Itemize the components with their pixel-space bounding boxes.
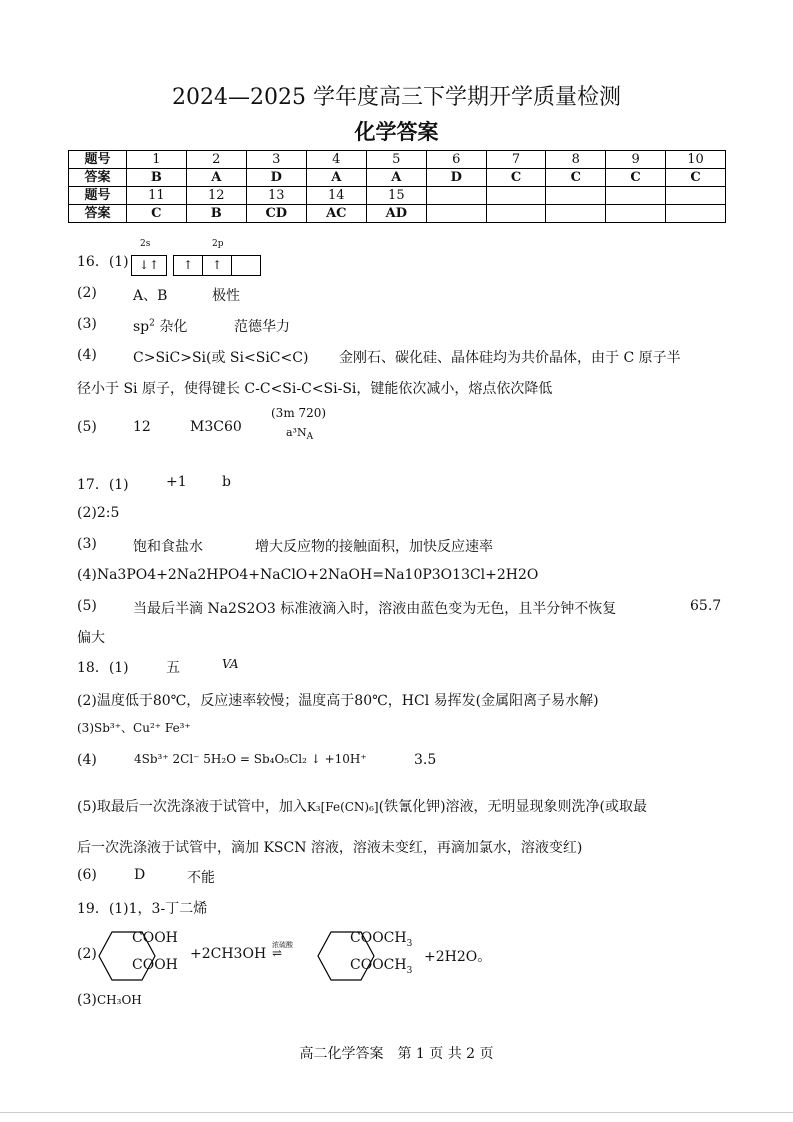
question-number: 3 bbox=[246, 151, 306, 169]
answer-cell: C bbox=[665, 169, 725, 187]
q16-p4-answer: C>SiC>Si(或 Si<SiC<C) bbox=[133, 350, 309, 366]
question-number bbox=[665, 187, 725, 205]
question-number: 7 bbox=[486, 151, 546, 169]
q18-p2: (2)温度低于80℃，反应速率较慢；温度高于80℃，HCl 易挥发(金属阳离子易水解) bbox=[77, 693, 599, 709]
table-row bbox=[69, 169, 726, 187]
answer-cell: B bbox=[126, 169, 186, 187]
q19-product-tail: +2H2O。 bbox=[424, 949, 492, 965]
answer-cell: D bbox=[426, 169, 486, 187]
q19-reagent: +2CH3OH bbox=[190, 946, 267, 962]
q16-p5-answer: 12 bbox=[133, 419, 151, 435]
q18-number: 18．(1) bbox=[77, 660, 129, 676]
q16-p3-answer2: 范德华力 bbox=[234, 319, 290, 335]
q16-p2-answer: A、B bbox=[133, 288, 168, 304]
question-number: 6 bbox=[426, 151, 486, 169]
answer-cell: A bbox=[366, 169, 426, 187]
question-number: 2 bbox=[186, 151, 246, 169]
q17-p3-label: (3) bbox=[77, 536, 97, 552]
q18-p6-b: 不能 bbox=[187, 870, 215, 886]
table-row bbox=[69, 187, 726, 205]
orbital-box-2p bbox=[173, 255, 261, 276]
question-number bbox=[426, 187, 486, 205]
answer-table bbox=[68, 150, 726, 223]
answer-cell: C bbox=[606, 169, 666, 187]
question-number: 8 bbox=[546, 151, 606, 169]
question-label: 题号 bbox=[69, 187, 127, 205]
q16-p3-answer: $sp^2$ 杂化 bbox=[133, 318, 188, 335]
q18-p3: (3)Sb³⁺、Cu²⁺ Fe³⁺ bbox=[77, 721, 191, 735]
empty-orbital bbox=[232, 256, 260, 275]
reversible-arrow-icon: ⇌ bbox=[272, 946, 283, 960]
q16-p2-answer2: 极性 bbox=[212, 288, 240, 304]
q19-cooh-top: COOH bbox=[132, 930, 178, 946]
q16-p4-continuation: 径小于 Si 原子，使得键长 C-C<Si-C<Si-Si，键能依次减小，熔点依次降低 bbox=[77, 381, 553, 397]
q19-p2-label: (2) bbox=[77, 946, 97, 962]
q17-number: 17．(1) bbox=[77, 477, 129, 493]
orbital-2p-label: 2p bbox=[212, 239, 224, 249]
question-number: 5 bbox=[366, 151, 426, 169]
q17-p3-answer: 饱和食盐水 bbox=[133, 539, 203, 555]
page-footer: 高二化学答案 第 1 页 共 2 页 bbox=[299, 1046, 494, 1062]
q19-p3-formula: CH₃OH bbox=[97, 993, 142, 1007]
q18-p4-value: 3.5 bbox=[414, 752, 437, 768]
answer-cell: A bbox=[186, 169, 246, 187]
q18-p6-a: D bbox=[134, 867, 146, 883]
question-number bbox=[606, 187, 666, 205]
answer-cell bbox=[606, 205, 666, 223]
answer-cell bbox=[665, 205, 725, 223]
q19-condition: 浓硫酸 bbox=[272, 941, 293, 949]
q17-p1-b: b bbox=[222, 474, 231, 490]
table-row bbox=[69, 205, 726, 223]
q19-cooch3-top: $COOCH_3$ bbox=[350, 930, 413, 949]
up-down-arrow-icon: ↓↑ bbox=[138, 258, 160, 272]
answer-label: 答案 bbox=[69, 169, 127, 187]
answer-cell: AC bbox=[306, 205, 366, 223]
orbital-box-2s bbox=[131, 255, 167, 276]
q17-p5-label: (5) bbox=[77, 598, 97, 614]
q17-p1-a: +1 bbox=[166, 474, 187, 490]
question-number: 11 bbox=[126, 187, 186, 205]
page-title: 2024—2025 学年度高三下学期开学质量检测 bbox=[172, 85, 621, 110]
q17-p4: (4)Na3PO4+2Na2HPO4+NaClO+2NaOH=Na10P3O13Cl+2H2O bbox=[77, 567, 539, 583]
question-number: 15 bbox=[366, 187, 426, 205]
question-number: 13 bbox=[246, 187, 306, 205]
q16-p5-fraction-denominator: $a^3N_A$ bbox=[286, 426, 314, 443]
bottom-divider bbox=[0, 1112, 793, 1113]
answer-cell: C bbox=[126, 205, 186, 223]
question-number bbox=[546, 187, 606, 205]
question-number: 4 bbox=[306, 151, 366, 169]
q18-p4-label: (4) bbox=[77, 752, 97, 768]
answer-cell: B bbox=[186, 205, 246, 223]
question-number bbox=[486, 187, 546, 205]
q16-number: 16．(1) bbox=[77, 254, 129, 270]
table-row bbox=[69, 151, 726, 169]
q16-p5-label: (5) bbox=[77, 419, 97, 435]
answer-cell: AD bbox=[366, 205, 426, 223]
answer-cell bbox=[486, 205, 546, 223]
q19-p3-label: (3) bbox=[77, 992, 97, 1008]
q18-p1-b: VA bbox=[222, 657, 239, 671]
q17-p3-answer2: 增大反应物的接触面积，加快反应速率 bbox=[255, 539, 493, 555]
q16-p5-formula: M3C60 bbox=[190, 419, 242, 435]
q18-p5: (5)取最后一次洗涤液于试管中，加入K₃[Fe(CN)₆](铁氰化钾)溶液，无明显现象则洗净(或取最 bbox=[77, 799, 647, 815]
q17-p5-continuation: 偏大 bbox=[77, 630, 105, 646]
answer-cell: D bbox=[246, 169, 306, 187]
q19-cooh-bottom: COOH bbox=[132, 957, 178, 973]
answer-cell bbox=[546, 205, 606, 223]
orbital-2s-label: 2s bbox=[140, 239, 151, 249]
question-number: 12 bbox=[186, 187, 246, 205]
q17-p5-value: 65.7 bbox=[690, 598, 722, 614]
q17-p5-answer: 当最后半滴 Na2S2O3 标准液滴入时，溶液由蓝色变为无色，且半分钟不恢复 bbox=[133, 601, 617, 617]
question-number: 14 bbox=[306, 187, 366, 205]
up-arrow-icon: ↑ bbox=[203, 256, 232, 275]
q19-cooch3-bottom: $COOCH_3$ bbox=[350, 957, 413, 976]
q18-p4-equation: 4Sb³⁺ 2Cl⁻ 5H₂O = Sb₄O₅Cl₂ ↓ +10H⁺ bbox=[134, 752, 367, 766]
question-number: 9 bbox=[606, 151, 666, 169]
page-subtitle: 化学答案 bbox=[354, 119, 439, 144]
q16-p4-label: (4) bbox=[77, 347, 97, 363]
q16-p3-label: (3) bbox=[77, 316, 97, 332]
answer-label: 答案 bbox=[69, 205, 127, 223]
answer-cell bbox=[426, 205, 486, 223]
q16-p2-label: (2) bbox=[77, 285, 97, 301]
question-label: 题号 bbox=[69, 151, 127, 169]
answer-cell: C bbox=[486, 169, 546, 187]
up-arrow-icon: ↑ bbox=[174, 256, 203, 275]
answer-cell: CD bbox=[246, 205, 306, 223]
q16-p4-explanation: 金刚石、碳化硅、晶体硅均为共价晶体，由于 C 原子半 bbox=[339, 350, 681, 366]
q19-p1: 19．(1)1，3-丁二烯 bbox=[77, 901, 208, 917]
question-number: 10 bbox=[665, 151, 725, 169]
q18-p5-continuation: 后一次洗涤液于试管中，滴加 KSCN 溶液，溶液未变红，再滴加氯水，溶液变红) bbox=[77, 840, 583, 856]
q16-p5-fraction-numerator: (3m 720) bbox=[271, 406, 327, 420]
answer-cell: A bbox=[306, 169, 366, 187]
answer-cell: C bbox=[546, 169, 606, 187]
q18-p1-a: 五 bbox=[166, 660, 180, 676]
question-number: 1 bbox=[126, 151, 186, 169]
q17-p2: (2)2:5 bbox=[77, 505, 120, 521]
q18-p6-label: (6) bbox=[77, 867, 97, 883]
